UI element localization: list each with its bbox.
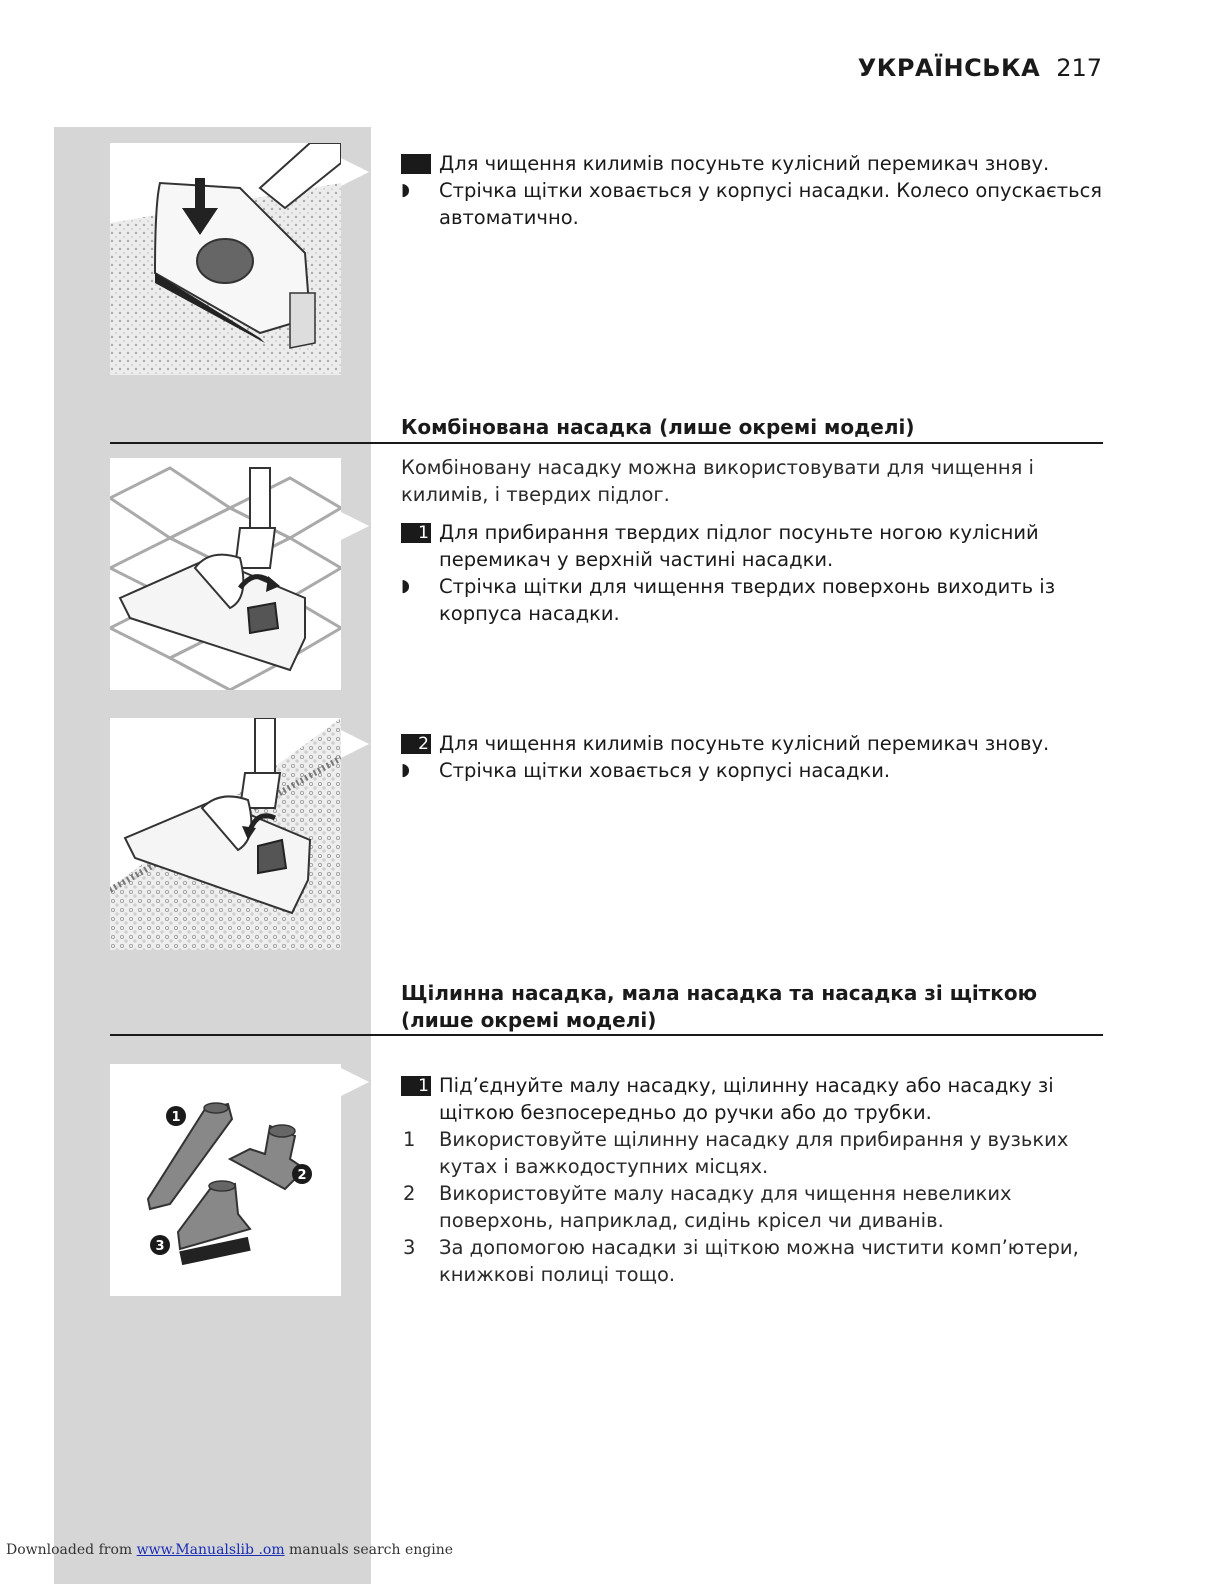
section1-intro: Комбіновану насадку можна використовувати для чищення і килимів, і твердих підлог. [401,456,1034,506]
step [401,519,1106,573]
list-item [401,1126,1106,1180]
list-item-number: 3 [403,1236,416,1259]
list-item-text: Використовуйте щілинну насадку для прибирання у вузьких кутах і важкодоступних місцях. [439,1128,1069,1178]
list-item-text: Використовуйте малу насадку для чищення невеликих поверхонь, наприклад, сидінь крісел чи диванів. [439,1182,1012,1232]
svg-text:3: 3 [155,1239,165,1254]
figure-label-3 [150,1235,170,1255]
block1-text [401,150,1106,231]
step-marker: 1 [401,1076,431,1096]
section1-text [401,454,1106,627]
page-header [858,54,1102,82]
footer-prefix: Downloaded from [6,1542,133,1558]
svg-text:2: 2 [297,1168,307,1183]
step [401,1072,1106,1126]
result-text: Стрічка щітки ховається у корпусі насадки. [439,759,891,782]
result-bullet [401,757,1106,784]
step-text: Для прибирання твердих підлог посуньте ногою кулісний перемикач у верхній частині насадки. [439,521,1039,571]
figure-nozzle-carpet [110,143,341,375]
figure-nozzle-hard-floor [110,458,341,690]
step [401,150,1106,177]
figure-pointer [341,730,369,758]
section2-text [401,1072,1106,1288]
result-text: Стрічка щітки ховається у корпусі насадки. Колесо опускається автоматично. [439,179,1103,229]
figure-pointer [341,512,369,540]
footer [6,1542,453,1558]
list-item-number: 2 [403,1182,416,1205]
figure-accessories [110,1064,341,1296]
step-marker [401,154,431,174]
section-heading-combined-nozzle: Комбінована насадка (лише окремі моделі) [401,415,915,439]
list-item-number: 1 [403,1128,416,1151]
section1-step2-text [401,730,1106,784]
result-bullet [401,573,1106,627]
figure-label-1 [166,1106,186,1126]
figure-pointer [341,1068,369,1096]
footer-suffix: manuals search engine [289,1542,454,1558]
language-title: УКРАЇНСЬКА [857,54,1041,82]
figure-nozzle-carpet-2 [110,718,341,950]
figure-pointer [341,158,369,186]
section-rule [110,1034,1103,1036]
section-heading-accessories: Щілинна насадка, мала насадка та насадка зі щіткою (лише окремі моделі) [401,981,1038,1032]
step-text: Для чищення килимів посуньте кулісний перемикач знову. [439,732,1050,755]
list-item [401,1180,1106,1234]
step [401,730,1106,757]
step-marker: 2 [401,734,431,754]
step-text: Для чищення килимів посуньте кулісний перемикач знову. [439,152,1050,175]
list-item-text: За допомогою насадки зі щіткою можна чистити комп’ютери, книжкові полиці тощо. [439,1236,1079,1286]
page-number: 217 [1056,54,1102,82]
svg-text:1: 1 [171,1110,181,1125]
footer-link[interactable]: www.Manualslib .om [136,1542,285,1558]
figure-label-2 [292,1164,312,1184]
result-text: Стрічка щітки для чищення твердих поверхонь виходить із корпуса насадки. [439,575,1056,625]
step-marker: 1 [401,523,431,543]
step-text: Під’єднуйте малу насадку, щілинну насадку або насадку зі щіткою безпосередньо до ручки або до трубки. [439,1074,1054,1124]
result-bullet [401,177,1106,231]
list-item [401,1234,1106,1288]
section-rule [110,442,1103,444]
